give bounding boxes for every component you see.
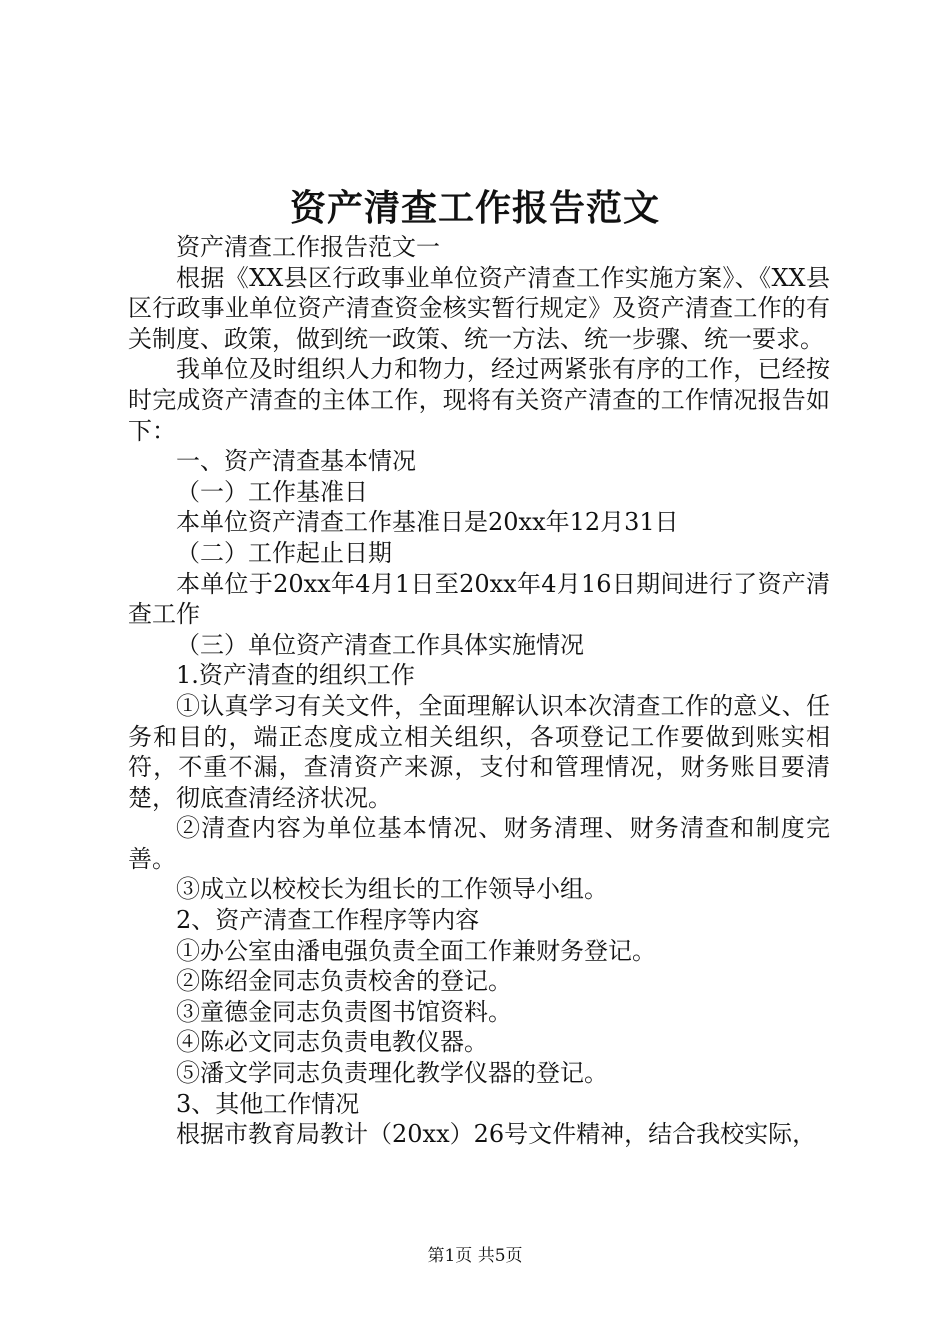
list-item-study-files: ①认真学习有关文件，全面理解认识本次清查工作的意义、任务和目的，端正态度成立相关组织，各项登记工作要做到账实相符，不重不漏，查清资产来源，支付和管理情况，财务账目要清楚，彻底查清经济状况。 [128,691,830,812]
list-item-leading-group: ③成立以校校长为组长的工作领导小组。 [176,875,608,904]
paragraph-base-date: 本单位资产清查工作基准日是20xx年12月31日 [176,508,679,537]
paragraph-other-work: 根据市教育局教计（20xx）26号文件精神，结合我校实际， [176,1120,817,1149]
page-footer: 第1页 共5页 [427,1246,523,1266]
list-item-av-equipment: ④陈必文同志负责电教仪器。 [176,1028,488,1057]
list-item-lab-equipment: ⑤潘文学同志负责理化教学仪器的登记。 [176,1059,608,1088]
item-heading-organization: 1.资产清查的组织工作 [176,661,415,690]
subsection-heading-work-period: （二）工作起止日期 [176,538,392,567]
paragraph-work-period: 本单位于20xx年4月1日至20xx年4月16日期间进行了资产清查工作 [128,569,830,629]
paragraph-basis: 根据《XX县区行政事业单位资产清查工作实施方案》、《XX县区行政事业单位资产清查资金核实暂行规定》及资产清查工作的有关制度、政策，做到统一政策、统一方法、统一步骤、统一要求。 [128,263,830,353]
document-title: 资产清查工作报告范文 [289,187,660,229]
section-heading-basic-situation: 一、资产清查基本情况 [176,447,416,476]
item-heading-other-work: 3、其他工作情况 [176,1089,360,1118]
document-body [128,232,830,1150]
list-item-office: ①办公室由潘电强负责全面工作兼财务登记。 [176,936,656,965]
subsection-heading-implementation: （三）单位资产清查工作具体实施情况 [176,630,584,659]
list-item-buildings: ②陈绍金同志负责校舍的登记。 [176,967,512,996]
item-heading-procedure: 2、资产清查工作程序等内容 [176,906,480,935]
paragraph-heading-one: 资产清查工作报告范文一 [176,233,440,261]
list-item-content-scope: ②清查内容为单位基本情况、财务清理、财务清查和制度完善。 [128,814,830,873]
list-item-library: ③童德金同志负责图书馆资料。 [176,997,512,1026]
paragraph-summary: 我单位及时组织人力和物力，经过两紧张有序的工作，已经按时完成资产清查的主体工作，现将有关资产清查的工作情况报告如下： [128,355,830,445]
subsection-heading-base-date: （一）工作基准日 [176,477,368,506]
